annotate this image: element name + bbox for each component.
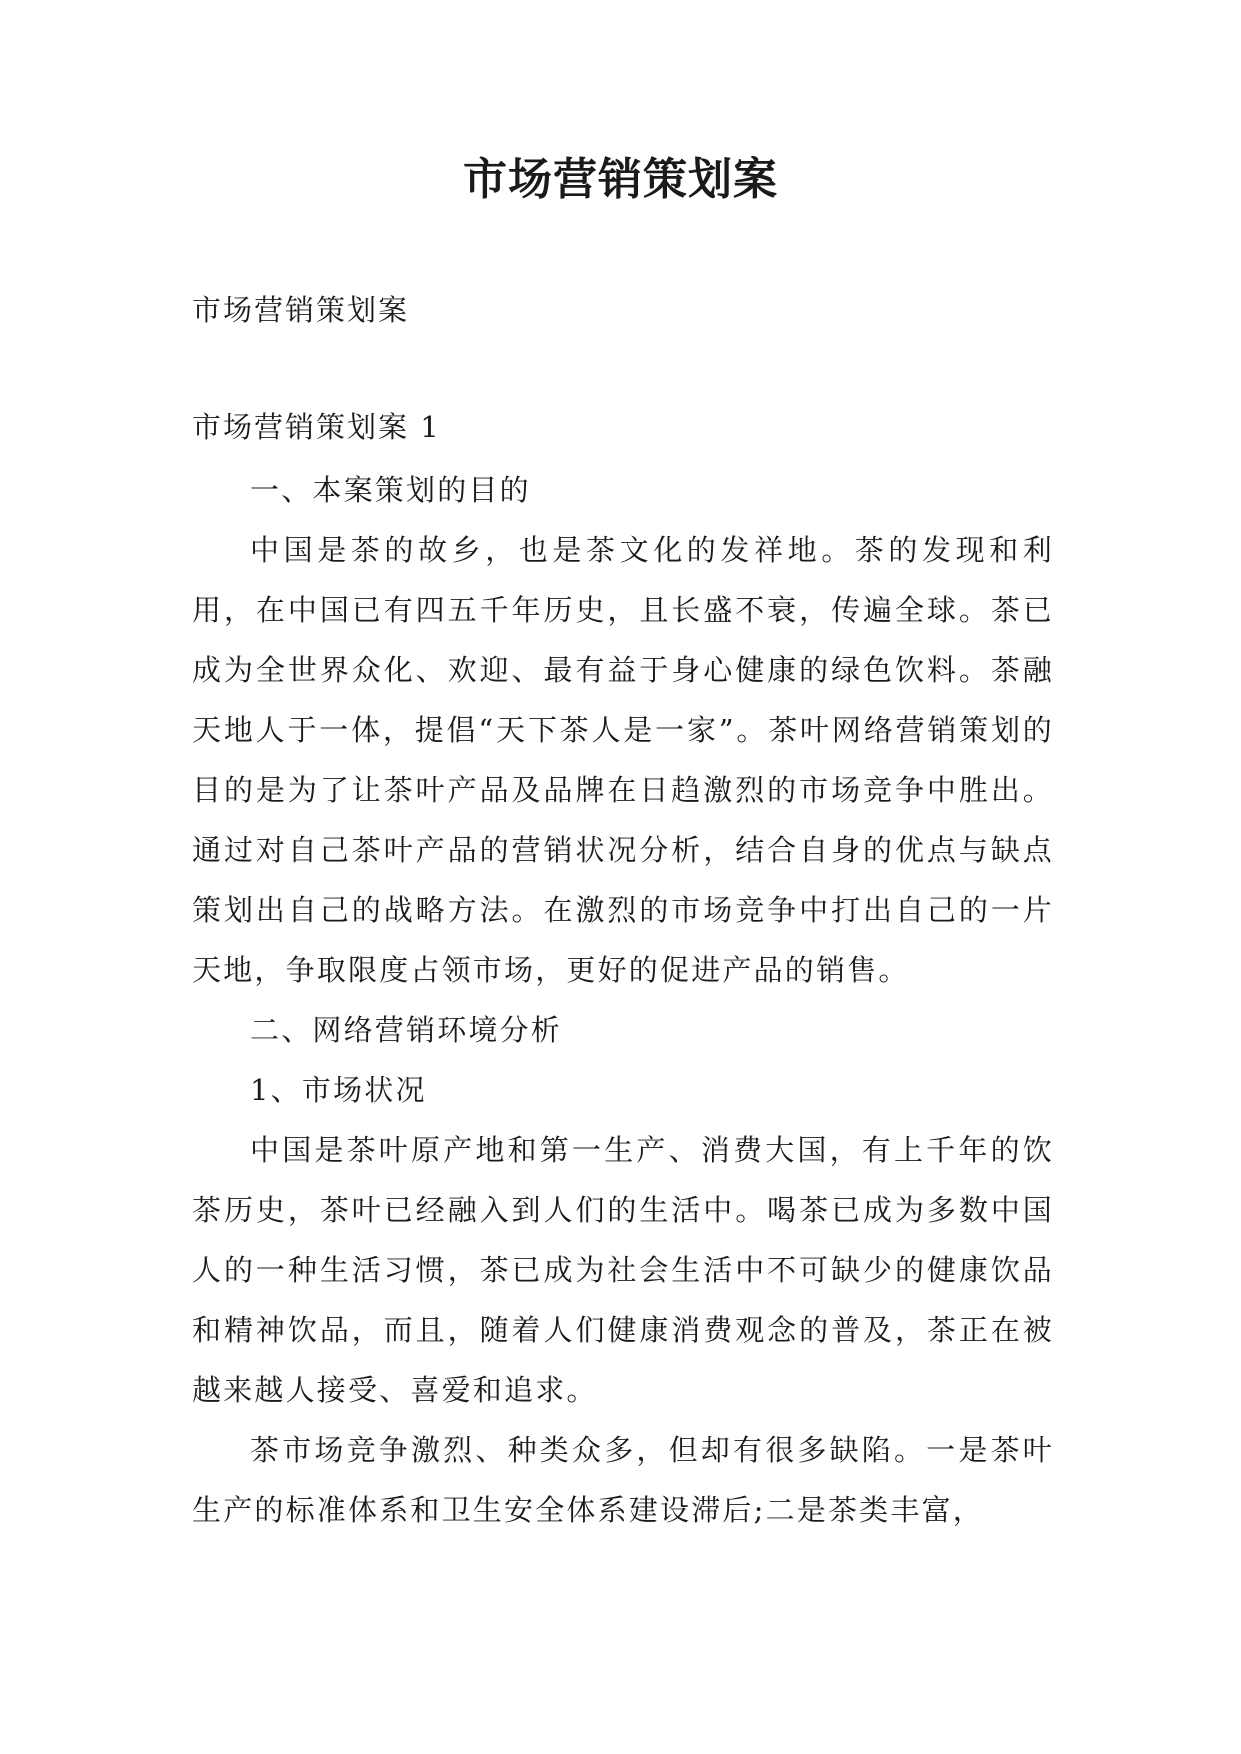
document-subtitle: 市场营销策划案	[192, 293, 410, 327]
section-title: 市场营销策划案 1	[192, 410, 441, 444]
document-title: 市场营销策划案	[463, 154, 778, 205]
heading-purpose: 一、本案策划的目的	[250, 473, 531, 507]
heading-environment-analysis: 二、网络营销环境分析	[250, 1013, 563, 1047]
paragraph-market-status: 中国是茶叶原产地和第一生产、消费大国，有上千年的饮茶历史，茶叶已经融入到人们的生活中。喝茶已成为多数中国人的一种生活习惯，茶已成为社会生活中不可缺少的健康饮品和精神饮品，而且，随着人们健康消费观念的普及，茶正在被越来越人接受、喜爱和追求。	[192, 1133, 1054, 1407]
paragraph-purpose: 中国是茶的故乡，也是茶文化的发祥地。茶的发现和利用，在中国已有四五千年历史，且长盛不衰，传遍全球。茶已成为全世界众化、欢迎、最有益于身心健康的绿色饮料。茶融天地人于一体，提倡“天下茶人是一家”。茶叶网络营销策划的目的是为了让茶叶产品及品牌在日趋激烈的市场竞争中胜出。通过对自己茶叶产品的营销状况分析，结合自身的优点与缺点策划出自己的战略方法。在激烈的市场竞争中打出自己的一片天地，争取限度占领市场，更好的促进产品的销售。	[192, 533, 1054, 987]
document-body	[192, 460, 1054, 1540]
paragraph-competition: 茶市场竞争激烈、种类众多，但却有很多缺陷。一是茶叶生产的标准体系和卫生安全体系建设滞后;二是茶类丰富，	[192, 1433, 1054, 1527]
heading-market-status: 1、市场状况	[250, 1073, 427, 1107]
